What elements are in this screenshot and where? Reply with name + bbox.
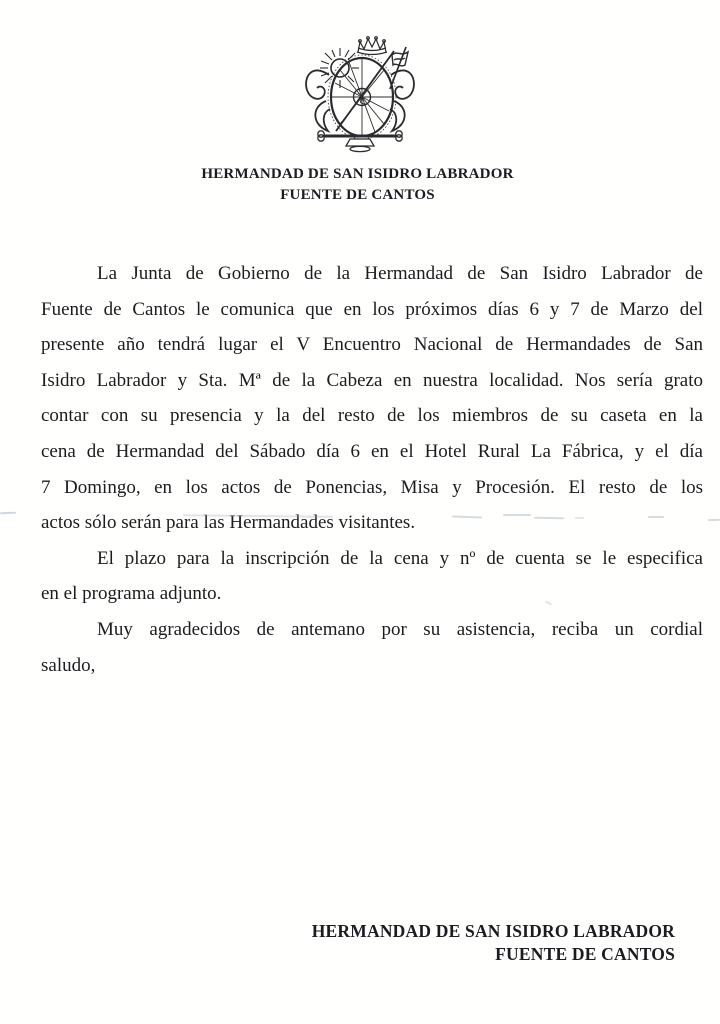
scan-artifact [708, 519, 720, 521]
signature-org-name: HERMANDAD DE SAN ISIDRO LABRADOR [311, 921, 675, 941]
hermandad-crest-seal-icon [302, 35, 418, 153]
body-line: saludo, [41, 654, 96, 676]
body-line: Fuente de Cantos le comunica que en los próximos días 6 y 7 de Marzo del [41, 298, 703, 320]
body-line: cena de Hermandad del Sábado día 6 en el Hotel Rural La Fábrica, y el día [41, 440, 703, 462]
signature-block [175, 920, 675, 966]
body-line: Muy agradecidos de antemano por su asistencia, reciba un cordial [97, 618, 703, 640]
body-line: Isidro Labrador y Sta. Mª de la Cabeza en nuestra localidad. Nos sería grato [41, 369, 703, 391]
letter-body [41, 256, 703, 683]
body-line: actos sólo serán para las Hermandades visitantes. [41, 512, 416, 534]
scan-artifact [0, 512, 16, 515]
body-line: contar con su presencia y la del resto de los miembros de su caseta en la [41, 405, 703, 427]
body-line: 7 Domingo, en los actos de Ponencias, Misa y Procesión. El resto de los [41, 476, 703, 498]
body-line: La Junta de Gobierno de la Hermandad de San Isidro Labrador de [97, 263, 703, 284]
letterhead-org-city: FUENTE DE CANTOS [280, 187, 435, 203]
letterhead-org-name: HERMANDAD DE SAN ISIDRO LABRADOR [201, 166, 514, 182]
letterhead [0, 164, 715, 206]
signature-org-city: FUENTE DE CANTOS [495, 944, 675, 964]
body-line: El plazo para la inscripción de la cena y nº de cuenta se le especifica [97, 547, 703, 569]
body-line: en el programa adjunto. [41, 583, 222, 605]
body-line: presente año tendrá lugar el V Encuentro Nacional de Hermandades de San [41, 334, 703, 356]
